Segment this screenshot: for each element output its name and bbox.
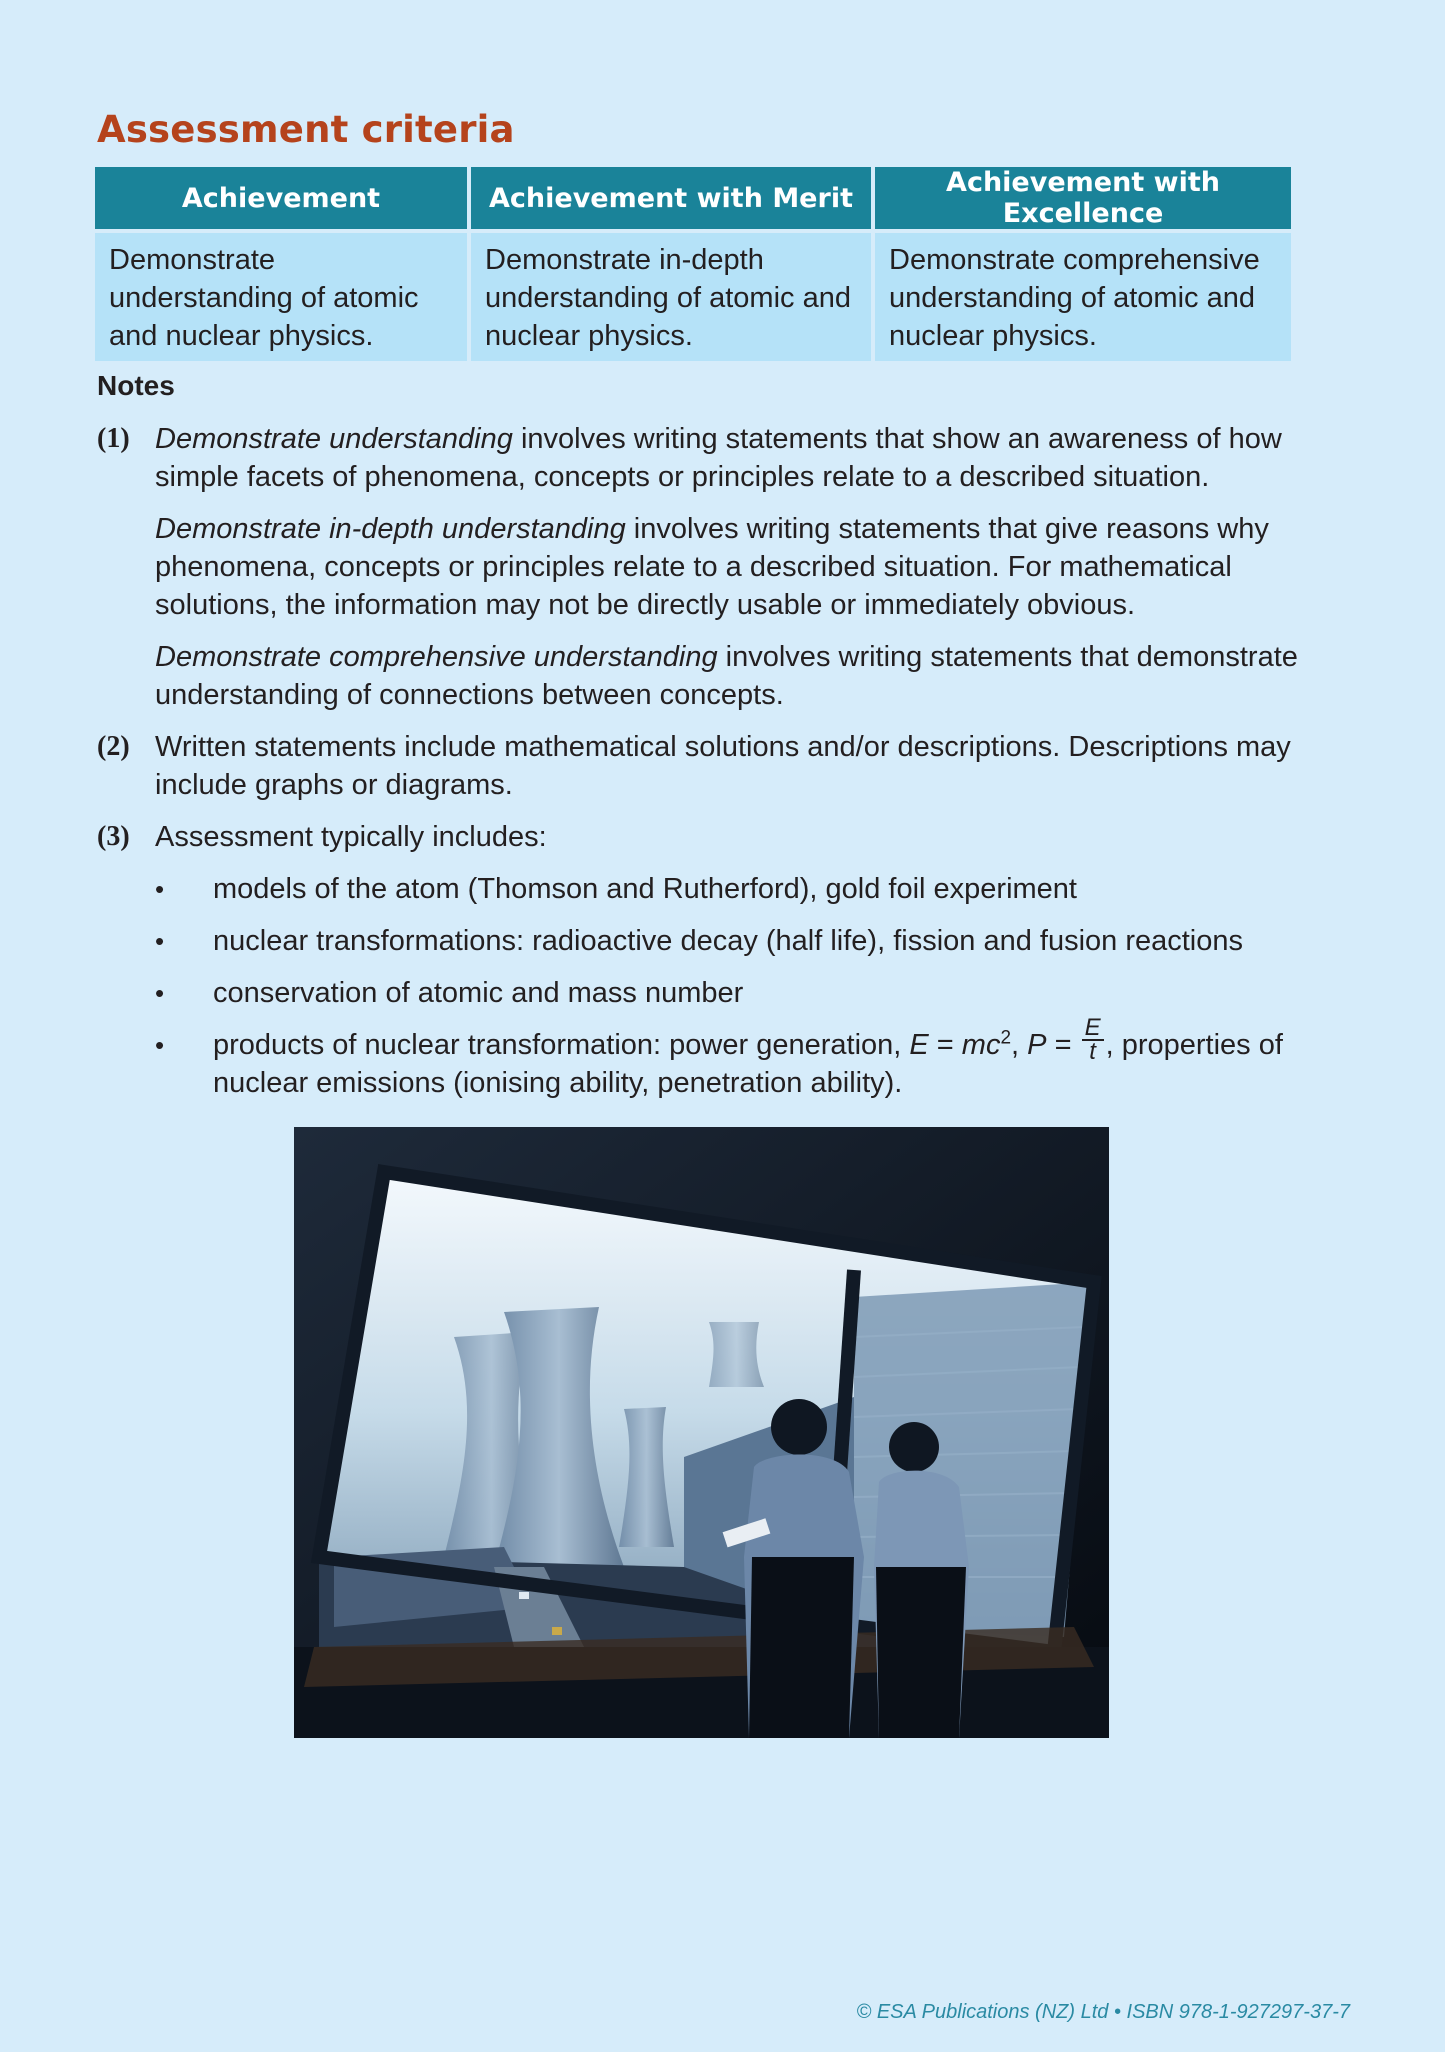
- emphasis: Demonstrate understanding: [155, 423, 513, 455]
- formula-lead: products of nuclear transformation: power generation,: [213, 1029, 910, 1061]
- notes-title: Notes: [97, 370, 175, 401]
- list-item: [155, 1014, 1307, 1102]
- symbol-energy: E: [909, 1029, 929, 1061]
- note-paragraph: [155, 638, 1307, 714]
- note-number: (1): [97, 423, 130, 454]
- bullet-icon: •: [155, 874, 165, 904]
- photo-illustration: [294, 1127, 1109, 1738]
- fraction-numerator: E: [1084, 1014, 1101, 1042]
- equals-sign: =: [928, 1029, 962, 1061]
- list-item: [155, 870, 1307, 908]
- note-paragraph: [155, 420, 1307, 496]
- list-item: [155, 974, 1307, 1012]
- note-1: [97, 420, 1307, 714]
- bullet-icon: •: [155, 926, 165, 956]
- cell-excellence: Demonstrate comprehensive understanding of atomic and nuclear physics.: [875, 233, 1291, 361]
- bullet-icon: •: [155, 978, 165, 1008]
- emphasis: Demonstrate in-depth understanding: [155, 513, 626, 545]
- note-number: (3): [97, 821, 130, 852]
- emphasis: Demonstrate comprehensive understanding: [155, 641, 718, 673]
- table-row: [95, 233, 1291, 361]
- list-item-text: models of the atom (Thomson and Rutherford), gold foil experiment: [213, 873, 1077, 905]
- list-item: [155, 922, 1307, 960]
- paragraph-text: Assessment typically includes:: [155, 821, 547, 853]
- equals-sign: =: [1046, 1029, 1080, 1061]
- cell-merit: Demonstrate in-depth understanding of atomic and nuclear physics.: [471, 233, 871, 361]
- paragraph-text: involves writing statements that demonstrate understanding of connections between concepts.: [155, 641, 1298, 711]
- fraction-denominator: t: [1082, 1039, 1104, 1063]
- paragraph-text: Written statements include mathematical solutions and/or descriptions. Descriptions may include graphs or diagrams.: [155, 731, 1291, 801]
- fraction: [1082, 1014, 1104, 1066]
- note-paragraph: [155, 510, 1307, 624]
- notes-list: [97, 420, 1307, 1116]
- formula-text: [213, 1014, 1283, 1099]
- assessment-criteria-table: [91, 163, 1295, 365]
- page-title: Assessment criteria: [97, 108, 515, 151]
- symbol-power: P: [1027, 1029, 1047, 1061]
- cell-achievement: Demonstrate understanding of atomic and nuclear physics.: [95, 233, 467, 361]
- note-2: [97, 728, 1307, 804]
- header-achievement: Achievement: [95, 167, 467, 229]
- bullet-list: [155, 870, 1307, 1102]
- formula-tail: , properties of nuclear emissions (ionising ability, penetration ability).: [213, 1029, 1283, 1099]
- note-number: (2): [97, 731, 130, 762]
- bullet-icon: •: [155, 1030, 165, 1060]
- note-3: [97, 818, 1307, 1102]
- separator: ,: [1011, 1029, 1028, 1061]
- paragraph-text: involves writing statements that show an awareness of how simple facets of phenomena, concepts or principles relate to a described situation.: [155, 423, 1282, 493]
- table-header-row: [95, 167, 1291, 229]
- footer-copyright: © ESA Publications (NZ) Ltd • ISBN 978-1-927297-37-7: [856, 2001, 1350, 2023]
- list-item-text: conservation of atomic and mass number: [213, 977, 744, 1009]
- header-merit: Achievement with Merit: [471, 167, 871, 229]
- power-station-photo: [294, 1127, 1109, 1738]
- exponent: 2: [1000, 1027, 1012, 1049]
- header-excellence: Achievement with Excellence: [875, 167, 1291, 229]
- symbol-mc: mc: [961, 1029, 1001, 1061]
- paragraph-text: involves writing statements that give reasons why phenomena, concepts or principles relate to a described situation. For mathematical solutions, the information may not be directly usable or immediately obvious.: [155, 513, 1269, 621]
- list-item-text: nuclear transformations: radioactive decay (half life), fission and fusion reactions: [213, 925, 1244, 957]
